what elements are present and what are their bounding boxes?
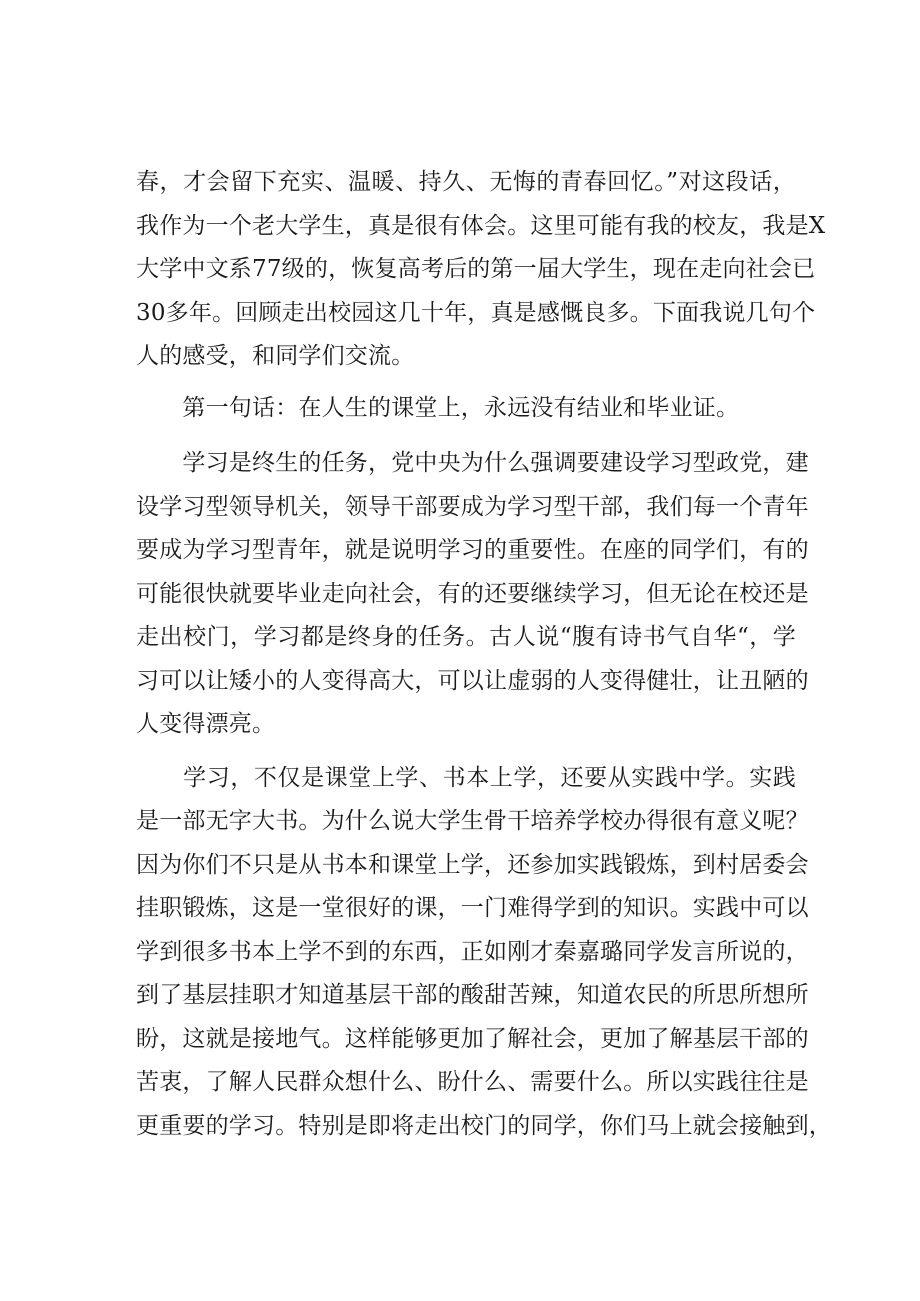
text-line: 大学中文系77级的，恢复高考后的第一届大学生，现在走向社会已 (136, 256, 816, 282)
text-line: 是一部无字大书。为什么说大学生骨干培养学校办得很有意义呢？ (136, 808, 809, 834)
text-line: 春，才会留下充实、温暖、持久、无悔的青春回忆。”对这段话， (136, 169, 796, 195)
text-line: 学到很多书本上学不到的东西，正如刚才秦嘉璐同学发言所说的， (136, 938, 809, 965)
text-line: 我作为一个老大学生，真是很有体会。这里可能有我的校友，我是X (136, 212, 826, 239)
text-line: 更重要的学习。特别是即将走出校门的同学，你们马上就会接触到， (136, 1112, 832, 1139)
text-line: 苦衷，了解人民群众想什么、盼什么、需要什么。所以实践往往是 (136, 1069, 809, 1095)
text-line: 设学习型领导机关，领导干部要成为学习型干部，我们每一个青年 (136, 493, 809, 520)
text-line: 人变得漂亮。 (136, 711, 276, 737)
text-line: 挂职锻炼，这是一堂很好的课，一门难得学到的知识。实践中可以 (136, 895, 809, 921)
text-line: 30多年。回顾走出校园这几十年，真是感慨良多。下面我说几句个 (136, 299, 816, 326)
text-line: 人的感受，和同学们交流。 (136, 343, 415, 369)
text-line: 因为你们不只是从书本和课堂上学，还参加实践锻炼，到村居委会 (136, 851, 809, 878)
text-line: 习可以让矮小的人变得高大，可以让虚弱的人变得健壮，让丑陋的 (136, 667, 809, 694)
text-line: 学习，不仅是课堂上学、书本上学，还要从实践中学。实践 (136, 764, 796, 791)
paragraph-first-point (136, 387, 796, 431)
section-heading-line: 第一句话：在人生的课堂上，永远没有结业和毕业证。 (136, 394, 740, 421)
text-line: 学习是终生的任务，党中央为什么强调要建设学习型政党，建 (136, 450, 809, 476)
text-line: 到了基层挂职才知道基层干部的酸甜苦辣，知道农民的所思所想所 (136, 982, 809, 1008)
text-line: 走出校门，学习都是终身的任务。古人说“腹有诗书气自华“，学 (136, 624, 796, 650)
paragraph-intro (136, 161, 826, 379)
text-line: 要成为学习型青年，就是说明学习的重要性。在座的同学们，有的 (136, 537, 809, 563)
text-line: 可能很快就要毕业走向社会，有的还要继续学习，但无论在校还是 (136, 580, 809, 607)
text-line: 盼，这就是接地气。这样能够更加了解社会，更加了解基层干部的 (136, 1025, 809, 1052)
paragraph-learning-lifelong (136, 442, 809, 747)
document-body (136, 161, 832, 1148)
paragraph-learning-practice (136, 757, 832, 1149)
